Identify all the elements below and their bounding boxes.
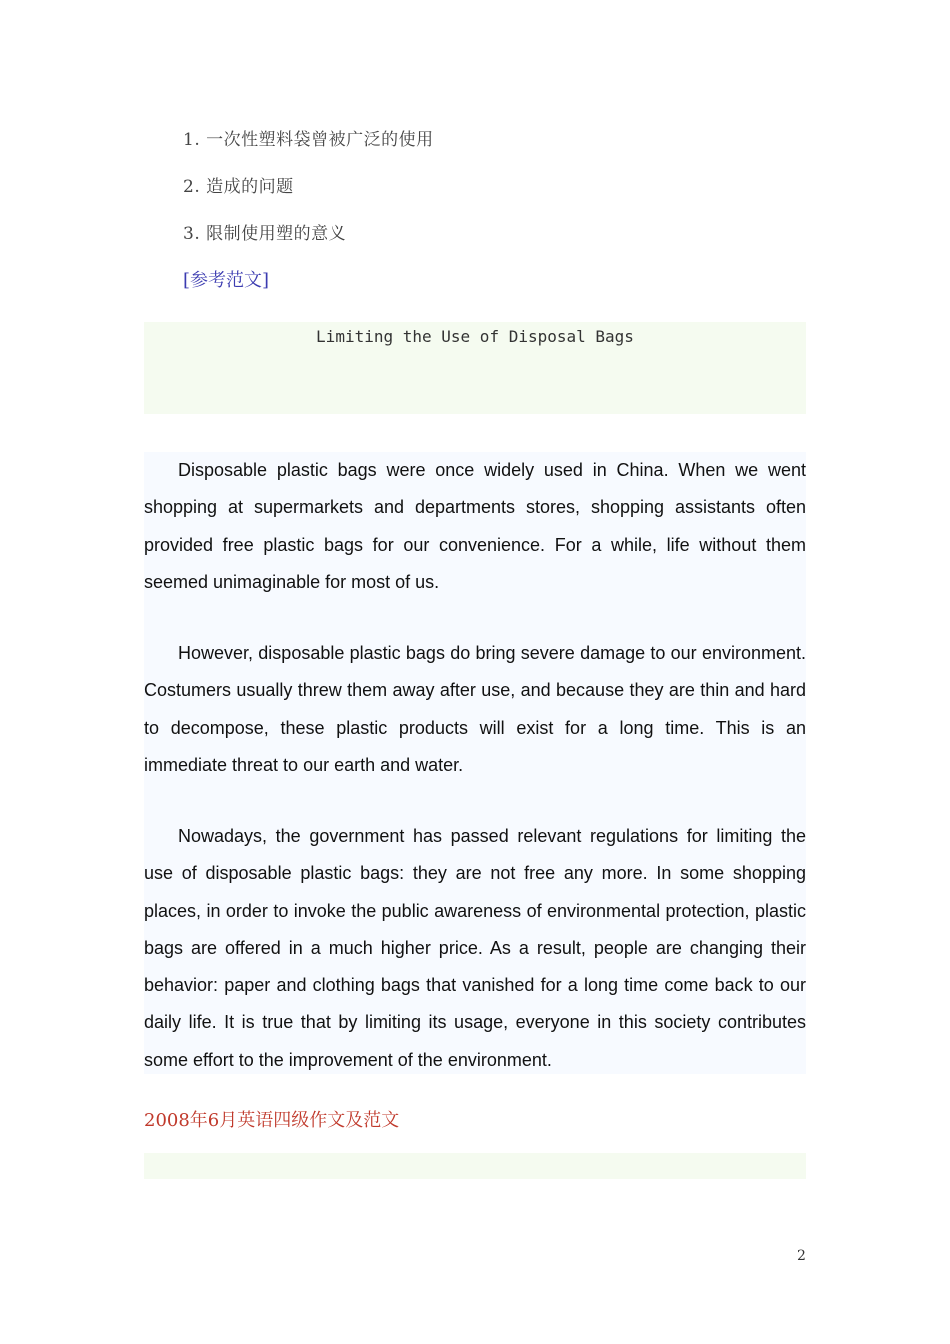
next-section-band <box>144 1153 806 1179</box>
reference-label: [参考范文] <box>183 270 270 291</box>
outline-item-1: 1. 一次性塑料袋曾被广泛的使用 <box>183 130 434 150</box>
essay-title: Limiting the Use of Disposal Bags <box>316 327 634 346</box>
essay-paragraph-3: Nowadays, the government has passed relevant regulations for limiting the use of disposable plastic bags: they are not free any more. In some shopping places, in order to invoke the public awareness of environmental protection, plastic bags are offered in a much higher price. As a result, people are changing their behavior: paper and clothing bags that vanished for a long time come back to our daily life. It is true that by limiting its usage, everyone in this society contributes some effort to the improvement of the environment. <box>144 826 806 1070</box>
next-section-heading[interactable]: 2008年6月英语四级作文及范文 <box>144 1110 400 1131</box>
page-number: 2 <box>797 1248 806 1264</box>
essay-paragraph-2: However, disposable plastic bags do bring severe damage to our environment. Costumers usually threw them away after use, and because they are thin and hard to decompose, these plastic products will exist for a long time. This is an immediate threat to our earth and water. <box>144 643 806 775</box>
outline-item-3: 3. 限制使用塑的意义 <box>183 224 347 244</box>
essay-paragraph-1: Disposable plastic bags were once widely used in China. When we went shopping at supermarkets and departments stores, shopping assistants often provided free plastic bags for our convenience. For a while, life without them seemed unimaginable for most of us. <box>144 460 806 592</box>
essay-title-box <box>144 322 806 414</box>
outline-item-2: 2. 造成的问题 <box>183 177 294 197</box>
